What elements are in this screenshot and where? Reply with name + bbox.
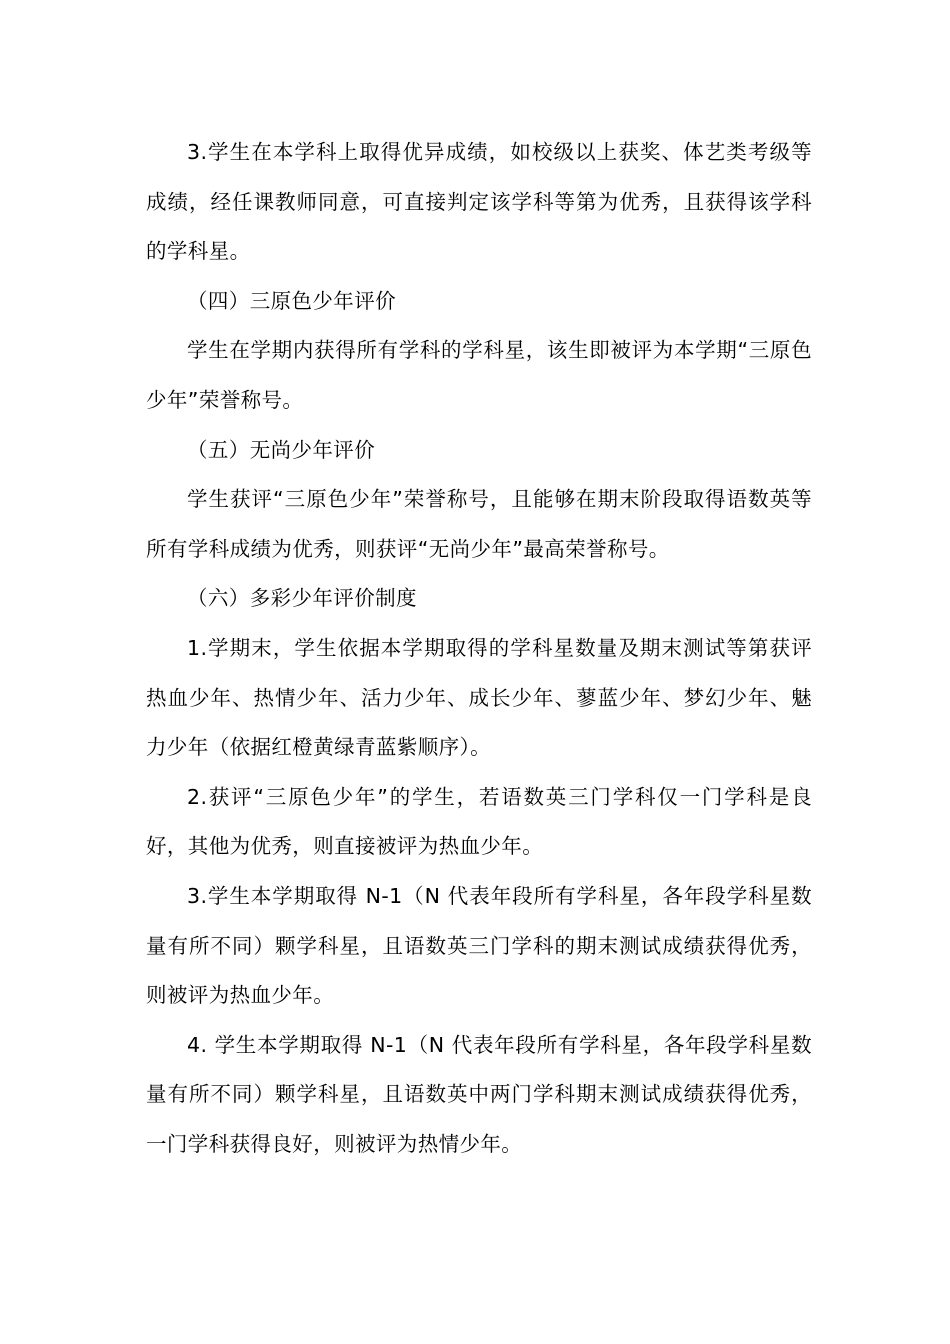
paragraph-3-excellent-results: 3.学生在本学科上取得优异成绩，如校级以上获奖、体艺类考级等成绩，经任课教师同意，可直接判定该学科等第为优秀，且获得该学科的学科星。	[146, 140, 812, 264]
document-body	[146, 128, 812, 1169]
section-heading-four: （四）三原色少年评价	[187, 288, 396, 313]
paragraph-1-semester-end: 1.学期末，学生依据本学期取得的学科星数量及期末测试等第获评热血少年、热情少年、活力少年、成长少年、蓼蓝少年、梦幻少年、魅力少年（依据红橙黄绿青蓝紫顺序）。	[146, 635, 812, 760]
paragraph-2-three-primary: 2.获评“三原色少年”的学生，若语数英三门学科仅一门学科是良好，其他为优秀，则直接被评为热血少年。	[146, 784, 812, 859]
paragraph-three-primary-colors: 学生在学期内获得所有学科的学科星，该生即被评为本学期“三原色少年”荣誉称号。	[146, 338, 812, 412]
paragraph-wushang-youth: 学生获评“三原色少年”荣誉称号，且能够在期末阶段取得语数英等所有学科成绩为优秀，则获评“无尚少年”最高荣誉称号。	[146, 487, 812, 561]
paragraph-4-n-minus-1: 4. 学生本学期取得 N-1（N 代表年段所有学科星，各年段学科星数量有所不同）颗学科星，且语数英中两门学科期末测试成绩获得优秀，一门学科获得良好，则被评为热情少年。	[146, 1032, 812, 1156]
section-heading-five: （五）无尚少年评价	[187, 437, 376, 462]
paragraph-3-n-minus-1: 3.学生本学期取得 N-1（N 代表年段所有学科星，各年段学科星数量有所不同）颗学科星，且语数英三门学科的期末测试成绩获得优秀，则被评为热血少年。	[146, 883, 812, 1008]
section-heading-six: （六）多彩少年评价制度	[187, 586, 417, 611]
